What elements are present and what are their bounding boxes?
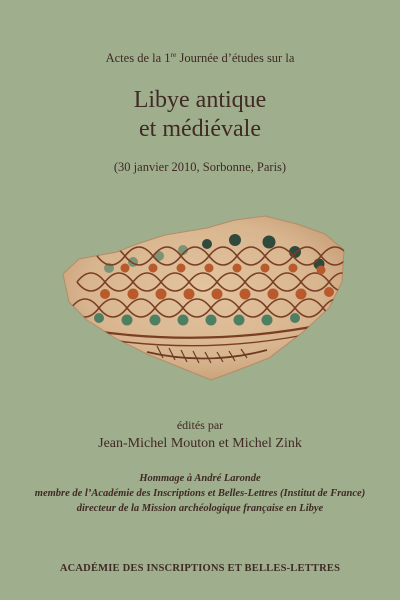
publisher-name: ACADÉMIE DES INSCRIPTIONS ET BELLES-LETTRES — [59, 563, 341, 574]
tribute-dedication: Hommage à André Laronde — [139, 473, 261, 484]
tribute-role: directeur de la Mission archéologique française en Libye — [76, 503, 324, 514]
proceedings-suffix: Journée d’études sur la — [176, 51, 295, 65]
event-dates: (30 janvier 2010, Sorbonne, Paris) — [113, 160, 287, 174]
edited-by-label: édités par — [176, 418, 224, 432]
tribute-membership: membre de l’Académie des Inscriptions et Belles-Lettres (Institut de France) — [34, 488, 366, 499]
book-title-line-2: et médiévale — [139, 116, 261, 142]
proceedings-line — [0, 51, 400, 66]
proceedings-ordinal-sup: re — [170, 50, 177, 59]
pottery-shard-image — [57, 212, 347, 382]
proceedings-prefix: Actes de la 1 — [105, 51, 171, 65]
book-title-line-1: Libye antique — [133, 87, 267, 113]
editors-names: Jean-Michel Mouton et Michel Zink — [98, 436, 302, 451]
